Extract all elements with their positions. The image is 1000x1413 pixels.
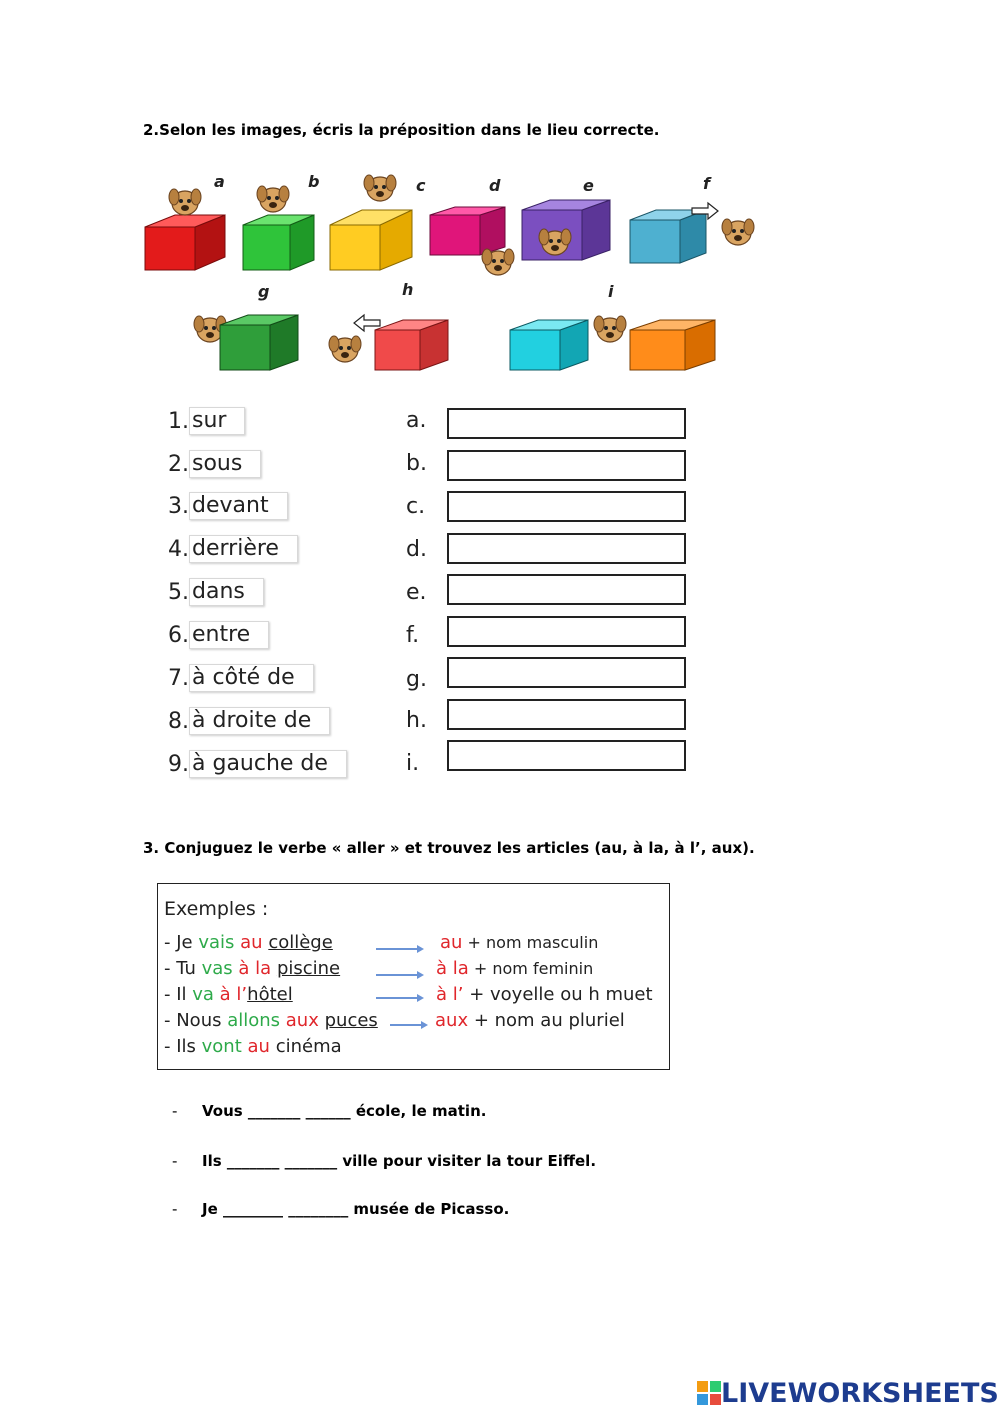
answer-drop-box-a[interactable] (447, 408, 686, 439)
answer-letter: e. (406, 580, 427, 605)
image-letter-a: a (214, 172, 225, 191)
example-line: - Ils vont au cinéma (164, 1036, 342, 1057)
preposition-item (168, 450, 261, 478)
bullet-dash: - (172, 1200, 178, 1218)
liveworksheets-logo (697, 1378, 999, 1408)
preposition-chip[interactable]: sur (189, 407, 245, 435)
preposition-chip[interactable]: dans (189, 578, 264, 606)
image-letter-c: c (416, 176, 426, 195)
answer-drop-box-b[interactable] (447, 450, 686, 481)
answer-drop-box-g[interactable] (447, 657, 686, 688)
preposition-chip[interactable]: à gauche de (189, 750, 347, 778)
box-e (522, 200, 610, 260)
preposition-item (168, 578, 264, 606)
box-i (510, 316, 715, 370)
box-d (430, 207, 514, 275)
preposition-item (168, 750, 347, 778)
preposition-item (168, 707, 330, 735)
arrow-icon (376, 997, 422, 999)
image-letter-d: d (489, 176, 501, 195)
preposition-number: 3. (168, 493, 189, 519)
logo-text: LIVEWORKSHEETS (721, 1377, 999, 1409)
answer-letter: g. (406, 667, 427, 692)
exercise-3-item-text[interactable]: Je ________ ________ musée de Picasso. (202, 1200, 510, 1218)
arrow-icon (376, 948, 422, 950)
example-rule: aux + nom au pluriel (435, 1010, 625, 1031)
examples-title: Exemples : (164, 898, 269, 920)
box-g (194, 315, 298, 370)
image-letter-b: b (308, 172, 320, 191)
image-letter-h: h (402, 280, 414, 299)
preposition-item (168, 407, 245, 435)
examples-box (157, 883, 670, 1070)
logo-grid-icon (697, 1381, 721, 1405)
preposition-number: 4. (168, 536, 189, 562)
preposition-chip[interactable]: à droite de (189, 707, 330, 735)
bullet-dash: - (172, 1152, 178, 1170)
preposition-chip[interactable]: derrière (189, 535, 298, 563)
preposition-number: 5. (168, 579, 189, 605)
preposition-chip[interactable]: entre (189, 621, 269, 649)
boxes-and-dogs-illustration (140, 165, 770, 380)
image-letter-f: f (703, 174, 710, 193)
answer-letter: d. (406, 537, 427, 562)
arrow-icon (376, 974, 422, 976)
example-rule: au + nom masculin (440, 932, 599, 953)
answer-drop-box-h[interactable] (447, 699, 686, 730)
example-rule: à l’ + voyelle ou h muet (436, 984, 653, 1005)
answer-letter: h. (406, 708, 427, 733)
exercise-3-title: 3. Conjuguez le verbe « aller » et trouvez les articles (au, à la, à l’, aux). (143, 839, 755, 857)
box-h (329, 315, 448, 370)
preposition-number: 2. (168, 451, 189, 477)
answer-drop-box-c[interactable] (447, 491, 686, 522)
preposition-chip[interactable]: devant (189, 492, 288, 520)
bullet-dash: - (172, 1102, 178, 1120)
preposition-item (168, 535, 298, 563)
exercise-3-item (172, 1200, 509, 1218)
answer-letter: i. (406, 751, 420, 776)
preposition-item (168, 621, 269, 649)
exercise-3-item-text[interactable]: Ils _______ _______ ville pour visiter la tour Eiffel. (202, 1152, 597, 1170)
preposition-item (168, 492, 288, 520)
exercise-3-item-text[interactable]: Vous _______ ______ école, le matin. (202, 1102, 487, 1120)
preposition-number: 9. (168, 751, 189, 777)
answer-letter: c. (406, 494, 426, 519)
box-a (145, 189, 225, 270)
image-letter-e: e (583, 176, 594, 195)
exercise-3-item (172, 1152, 596, 1170)
preposition-chip[interactable]: à côté de (189, 664, 314, 692)
exercise-3-item (172, 1102, 486, 1120)
example-rule: à la + nom feminin (436, 958, 594, 979)
example-line: - Il va à l’hôtel (164, 984, 293, 1005)
preposition-number: 7. (168, 665, 189, 691)
image-letter-i: i (608, 282, 614, 301)
preposition-number: 6. (168, 622, 189, 648)
answer-drop-box-f[interactable] (447, 616, 686, 647)
answer-letter: b. (406, 451, 427, 476)
exercise-2-title: 2.Selon les images, écris la préposition dans le lieu correcte. (143, 121, 660, 139)
preposition-item (168, 664, 314, 692)
arrow-icon (390, 1024, 426, 1026)
box-b (243, 186, 314, 270)
example-line: - Tu vas à la piscine (164, 958, 341, 979)
preposition-number: 8. (168, 708, 189, 734)
image-letter-g: g (258, 282, 270, 301)
answer-drop-box-e[interactable] (447, 574, 686, 605)
example-line: - Je vais au collège (164, 932, 333, 953)
box-f (630, 203, 754, 263)
box-c (330, 175, 412, 270)
example-line: - Nous allons aux puces (164, 1010, 378, 1031)
answer-drop-box-i[interactable] (447, 740, 686, 771)
preposition-chip[interactable]: sous (189, 450, 261, 478)
answer-letter: a. (406, 408, 427, 433)
answer-letter: f. (406, 623, 420, 648)
preposition-number: 1. (168, 408, 189, 434)
answer-drop-box-d[interactable] (447, 533, 686, 564)
